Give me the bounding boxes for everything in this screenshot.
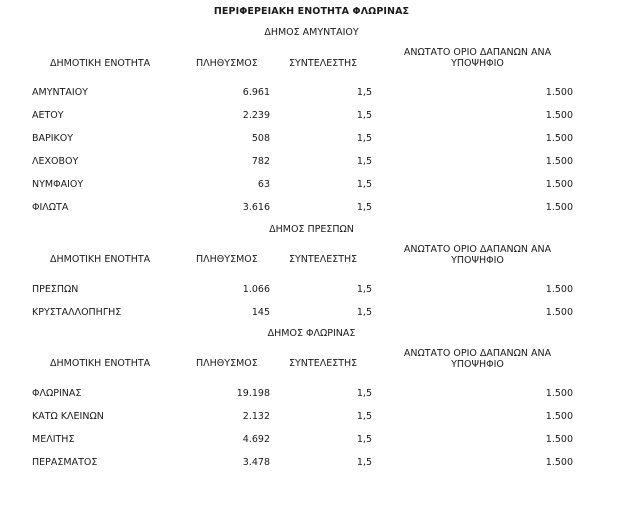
table-row — [0, 411, 623, 424]
cell-unit-name: ΚΡΥΣΤΑΛΛΟΠΗΓΗΣ — [32, 307, 122, 318]
header-unit: ΔΗΜΟΤΙΚΗ ΕΝΟΤΗΤΑ — [50, 58, 151, 69]
cell-unit-name: ΦΙΛΩΤΑ — [32, 202, 69, 213]
table-row — [0, 156, 623, 169]
header-max-expense — [395, 47, 560, 69]
cell-coefficient: 1,5 — [356, 457, 372, 468]
header-coefficient: ΣΥΝΤΕΛΕΣΤΗΣ — [289, 58, 358, 69]
header-max-expense — [395, 244, 560, 266]
header-max-line2: ΥΠΟΨΗΦΙΟ — [451, 359, 504, 370]
cell-unit-name: ΦΛΩΡΙΝΑΣ — [32, 388, 82, 399]
cell-max-expense: 1.500 — [545, 156, 573, 167]
cell-unit-name: ΝΥΜΦΑΙΟΥ — [32, 179, 84, 190]
cell-coefficient: 1,5 — [356, 179, 372, 190]
table-row — [0, 284, 623, 297]
cell-population: 2.239 — [242, 110, 270, 121]
cell-unit-name: ΛΕΧΟΒΟΥ — [32, 156, 79, 167]
cell-max-expense: 1.500 — [545, 457, 573, 468]
table-row — [0, 388, 623, 401]
cell-coefficient: 1,5 — [356, 411, 372, 422]
header-max-line1: ΑΝΩΤΑΤΟ ΟΡΙΟ ΔΑΠΑΝΩΝ ΑΝΑ — [403, 244, 552, 255]
cell-coefficient: 1,5 — [356, 133, 372, 144]
header-unit: ΔΗΜΟΤΙΚΗ ΕΝΟΤΗΤΑ — [50, 358, 151, 369]
cell-population: 3.478 — [242, 457, 270, 468]
cell-population: 6.961 — [242, 87, 270, 98]
table-row — [0, 87, 623, 100]
cell-population: 782 — [251, 156, 270, 167]
header-coefficient: ΣΥΝΤΕΛΕΣΤΗΣ — [289, 254, 358, 265]
municipality-title: ΔΗΜΟΣ ΠΡΕΣΠΩΝ — [269, 224, 354, 235]
cell-coefficient: 1,5 — [356, 156, 372, 167]
cell-max-expense: 1.500 — [545, 388, 573, 399]
cell-unit-name: ΚΑΤΩ ΚΛΕΙΝΩΝ — [32, 411, 104, 422]
table-row — [0, 110, 623, 123]
municipality-title: ΔΗΜΟΣ ΑΜΥΝΤΑΙΟΥ — [264, 27, 359, 38]
cell-coefficient: 1,5 — [356, 202, 372, 213]
cell-max-expense: 1.500 — [545, 87, 573, 98]
cell-population: 508 — [251, 133, 270, 144]
cell-unit-name: ΑΜΥΝΤΑΙΟΥ — [32, 87, 88, 98]
cell-max-expense: 1.500 — [545, 411, 573, 422]
cell-unit-name: ΠΕΡΑΣΜΑΤΟΣ — [32, 457, 98, 468]
table-row — [0, 434, 623, 447]
cell-population: 63 — [257, 179, 270, 190]
page-title: ΠΕΡΙΦΕΡΕΙΑΚΗ ΕΝΟΤΗΤΑ ΦΛΩΡΙΝΑΣ — [213, 6, 410, 17]
cell-max-expense: 1.500 — [545, 133, 573, 144]
cell-population: 3.616 — [242, 202, 270, 213]
cell-max-expense: 1.500 — [545, 307, 573, 318]
header-unit: ΔΗΜΟΤΙΚΗ ΕΝΟΤΗΤΑ — [50, 254, 151, 265]
table-row — [0, 202, 623, 215]
cell-unit-name: ΒΑΡΙΚΟΥ — [32, 133, 74, 144]
cell-population: 1.066 — [242, 284, 270, 295]
cell-population: 2.132 — [242, 411, 270, 422]
cell-population: 19.198 — [236, 388, 270, 399]
header-population: ΠΛΗΘΥΣΜΟΣ — [196, 254, 258, 265]
cell-max-expense: 1.500 — [545, 434, 573, 445]
header-coefficient: ΣΥΝΤΕΛΕΣΤΗΣ — [289, 358, 358, 369]
header-max-line1: ΑΝΩΤΑΤΟ ΟΡΙΟ ΔΑΠΑΝΩΝ ΑΝΑ — [403, 47, 552, 58]
cell-coefficient: 1,5 — [356, 388, 372, 399]
header-population: ΠΛΗΘΥΣΜΟΣ — [196, 58, 258, 69]
cell-max-expense: 1.500 — [545, 110, 573, 121]
cell-unit-name: ΜΕΛΙΤΗΣ — [32, 434, 75, 445]
header-max-line1: ΑΝΩΤΑΤΟ ΟΡΙΟ ΔΑΠΑΝΩΝ ΑΝΑ — [403, 348, 552, 359]
cell-coefficient: 1,5 — [356, 110, 372, 121]
header-max-line2: ΥΠΟΨΗΦΙΟ — [451, 58, 504, 69]
cell-unit-name: ΑΕΤΟΥ — [32, 110, 64, 121]
cell-max-expense: 1.500 — [545, 284, 573, 295]
cell-max-expense: 1.500 — [545, 202, 573, 213]
cell-coefficient: 1,5 — [356, 307, 372, 318]
table-row — [0, 307, 623, 320]
cell-coefficient: 1,5 — [356, 434, 372, 445]
table-row — [0, 133, 623, 146]
header-max-line2: ΥΠΟΨΗΦΙΟ — [451, 255, 504, 266]
cell-coefficient: 1,5 — [356, 87, 372, 98]
header-population: ΠΛΗΘΥΣΜΟΣ — [196, 358, 258, 369]
municipality-title: ΔΗΜΟΣ ΦΛΩΡΙΝΑΣ — [267, 328, 356, 339]
cell-population: 4.692 — [242, 434, 270, 445]
cell-unit-name: ΠΡΕΣΠΩΝ — [32, 284, 79, 295]
cell-coefficient: 1,5 — [356, 284, 372, 295]
header-max-expense — [395, 348, 560, 370]
cell-population: 145 — [251, 307, 270, 318]
table-row — [0, 179, 623, 192]
table-row — [0, 457, 623, 470]
cell-max-expense: 1.500 — [545, 179, 573, 190]
